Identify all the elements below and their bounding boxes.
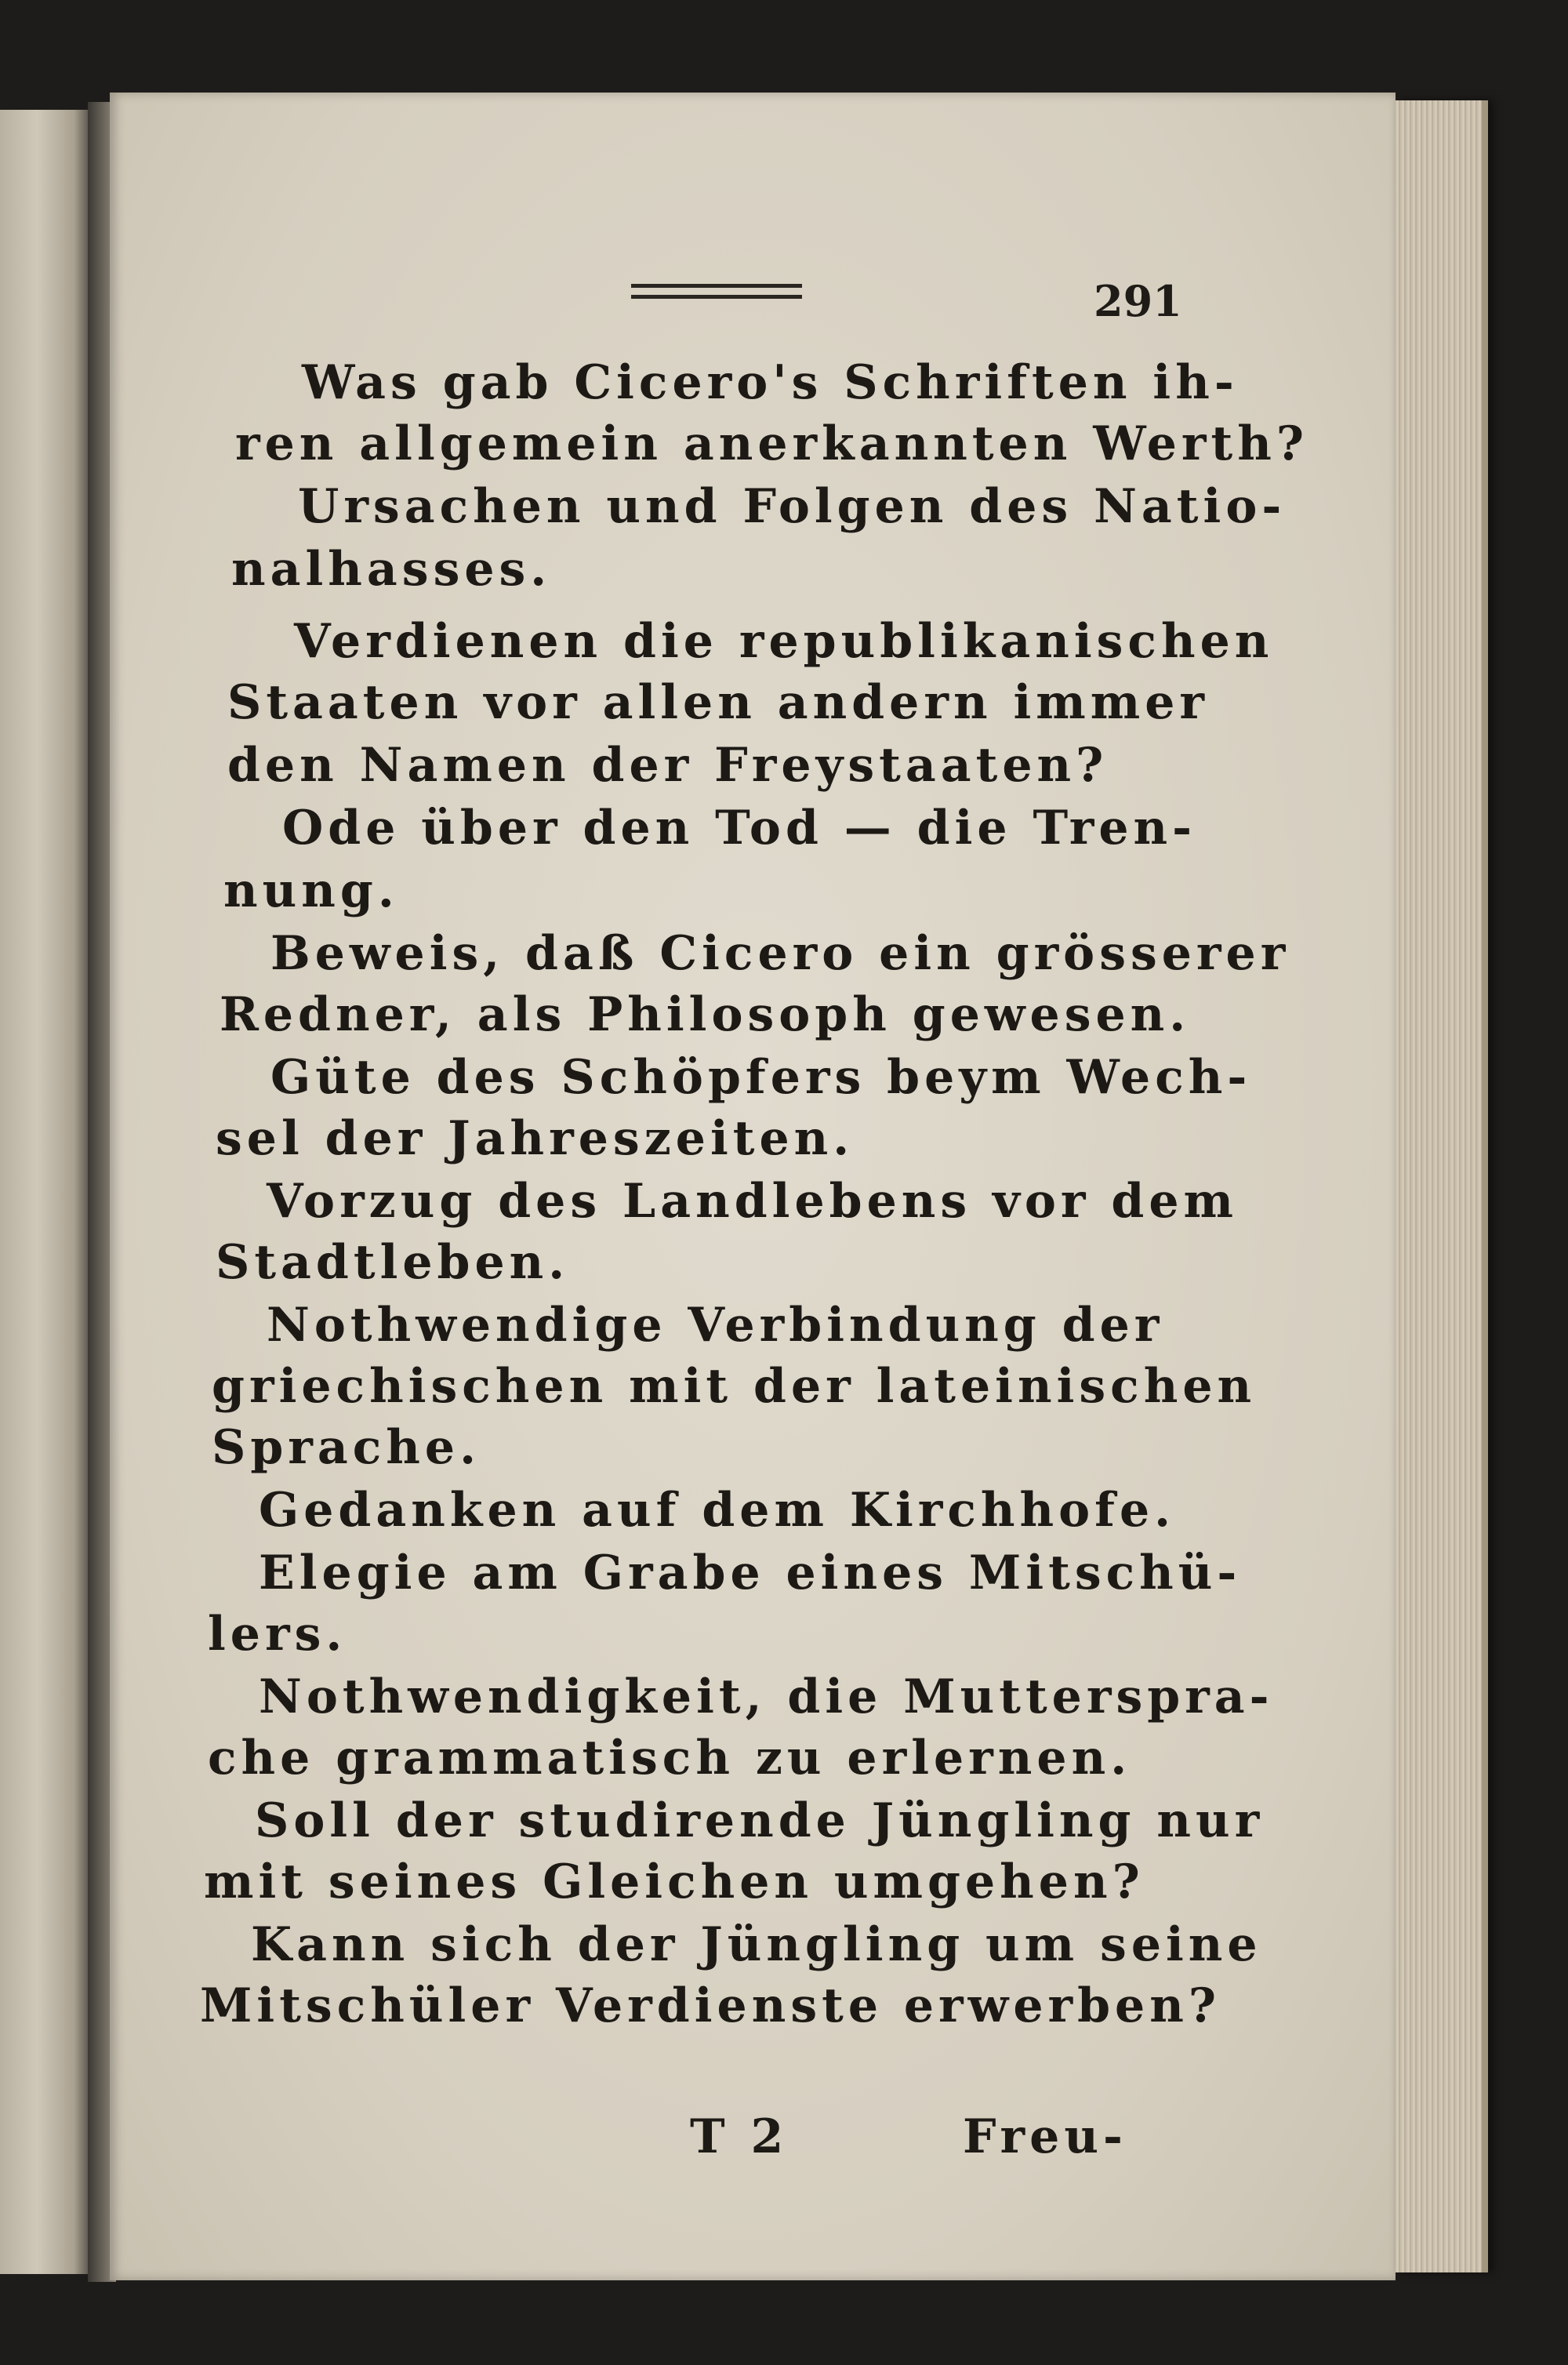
text-line: Güte des Schöpfers beym Wech- bbox=[270, 1050, 1252, 1105]
text-line: den Namen der Freystaaten? bbox=[227, 738, 1109, 793]
text-line: Vorzug des Landlebens vor dem bbox=[267, 1174, 1239, 1229]
text-line: che grammatisch zu erlernen. bbox=[208, 1731, 1132, 1786]
text-line: Nothwendigkeit, die Muttersprа- bbox=[259, 1669, 1274, 1724]
text-line: Staaten vor allen andern immer bbox=[227, 675, 1210, 730]
text-line: Stadtleben. bbox=[216, 1235, 570, 1290]
text-line: Gedanken auf dem Kirchhofe. bbox=[259, 1483, 1176, 1538]
page-number: 291 bbox=[1094, 276, 1182, 326]
text-line: Verdienen die republikanischen bbox=[294, 614, 1274, 669]
facing-page-edge bbox=[0, 110, 93, 2274]
text-line: nalhasses. bbox=[231, 542, 552, 597]
text-line: Ode über den Tod — die Tren- bbox=[282, 801, 1197, 856]
text-line: griechischen mit der lateinischen bbox=[212, 1359, 1257, 1414]
text-line: ren allgemein anerkannten Werth? bbox=[235, 416, 1309, 471]
text-line: Was gab Cicero's Schriften ih- bbox=[302, 355, 1239, 410]
text-line: Nothwendige Verbindung der bbox=[267, 1298, 1164, 1353]
text-line: Redner, als Philosoph gewesen. bbox=[220, 987, 1191, 1042]
text-line: lers. bbox=[208, 1607, 347, 1662]
page-edges bbox=[1396, 100, 1488, 2272]
text-line: mit seines Gleichen umgehen? bbox=[204, 1855, 1145, 1909]
text-line: Elegie am Grabe eines Mitschü- bbox=[259, 1546, 1242, 1600]
text-line: Ursachen und Folgen des Natio- bbox=[298, 479, 1287, 534]
catchword: Freu- bbox=[963, 2109, 1127, 2164]
text-line: Kann sich der Jüngling um seine bbox=[251, 1917, 1262, 1972]
text-line: Sprache. bbox=[212, 1420, 481, 1475]
text-line: Mitschüler Verdienste erwerben? bbox=[200, 1978, 1221, 2033]
header-rule bbox=[631, 284, 802, 288]
signature-mark: T 2 bbox=[690, 2109, 789, 2164]
text-line: sel der Jahreszeiten. bbox=[216, 1111, 855, 1166]
header-rule bbox=[631, 295, 802, 299]
text-line: Soll der studirende Jüngling nur bbox=[255, 1793, 1265, 1848]
text-line: Beweis, daß Cicero ein grösserer bbox=[270, 926, 1290, 981]
text-line: nung. bbox=[223, 863, 399, 918]
